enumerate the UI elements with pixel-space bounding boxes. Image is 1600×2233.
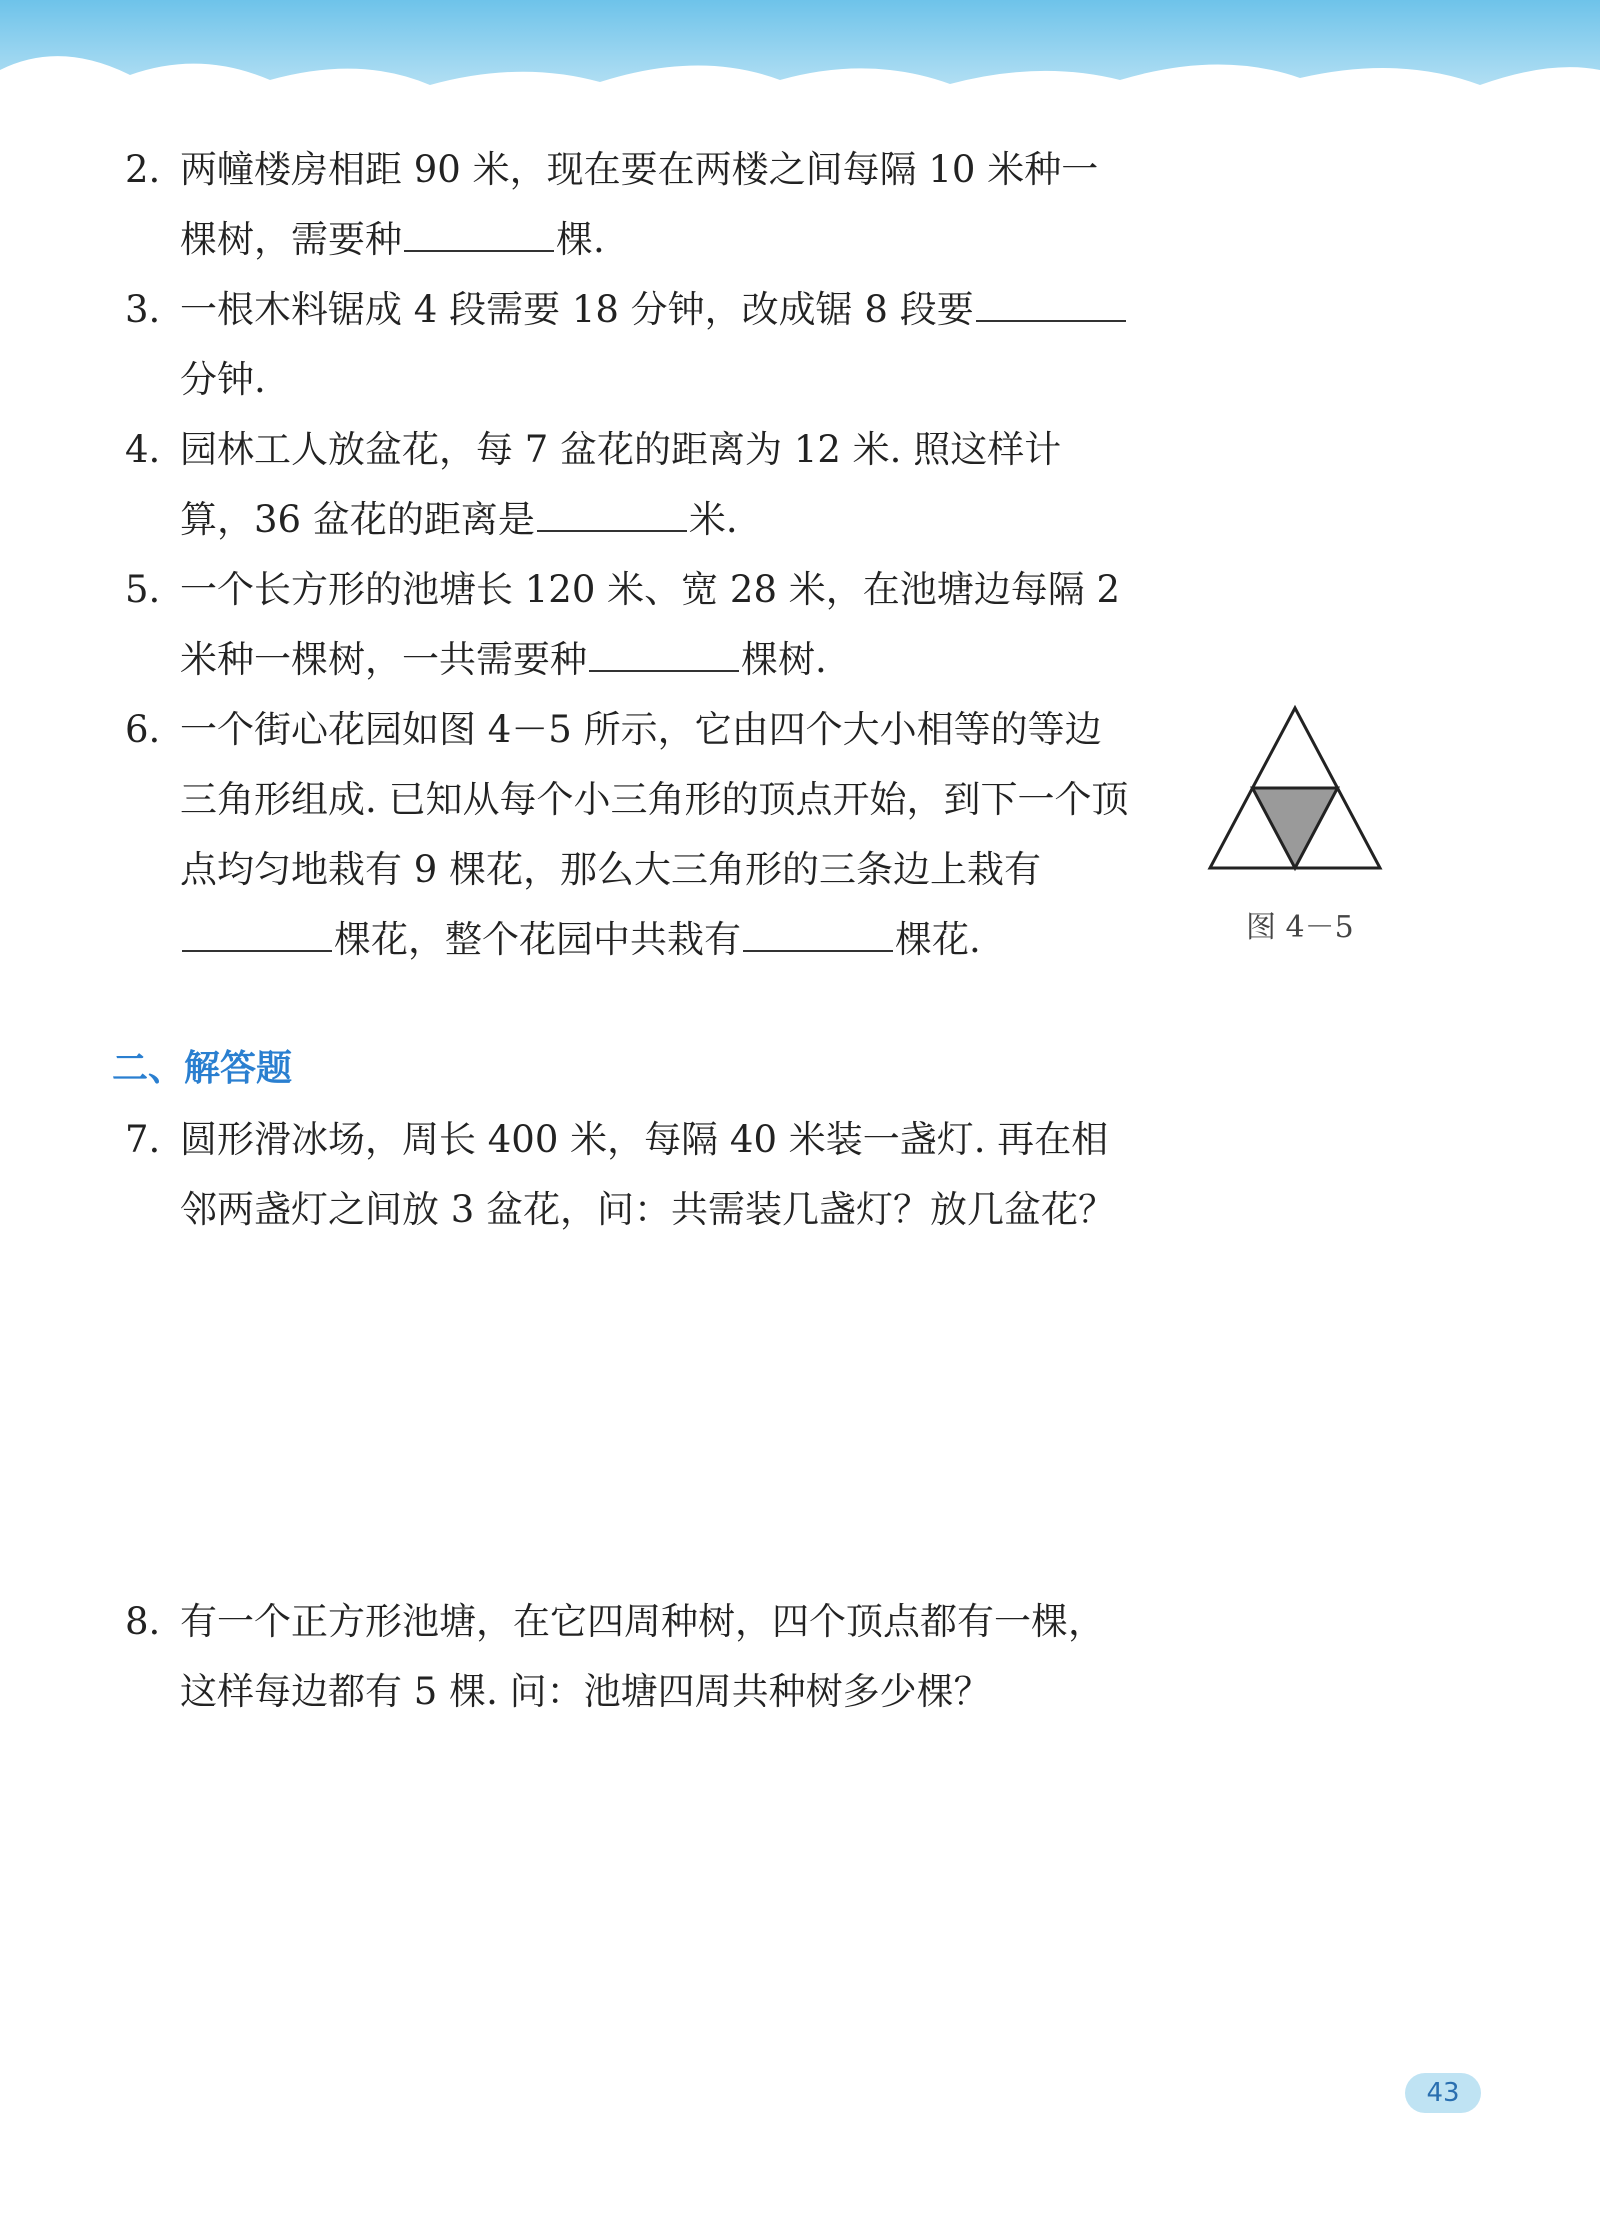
question-text-end: 棵.: [556, 218, 605, 261]
question-text: 圆形滑冰场，周长 400 米，每隔 40 米装一盏灯. 再在相邻两盏灯之间放 3 盆花，问：共需装几盏灯？放几盆花？: [180, 1118, 1116, 1231]
question-number: 4.: [125, 428, 161, 471]
question-text: 两幢楼房相距 90 米，现在要在两楼之间每隔 10 米种一棵树，需要种: [180, 148, 1099, 261]
question-text: 一个街心花园如图 4－5 所示，它由四个大小相等的等边三角形组成. 已知从每个小三角形的顶点开始，到下一个顶点均匀地栽有 9 棵花，那么大三角形的三条边上栽有: [180, 708, 1129, 891]
question-7: [125, 1105, 1135, 1245]
triangle-figure: [1205, 703, 1385, 873]
question-number: 7.: [125, 1118, 161, 1161]
question-number: 3.: [125, 288, 161, 331]
question-8: [125, 1587, 1135, 1727]
answer-blank[interactable]: [537, 500, 687, 532]
question-number: 2.: [125, 148, 161, 191]
question-text-end: 棵花.: [895, 918, 981, 961]
answer-blank[interactable]: [589, 640, 739, 672]
question-number: 5.: [125, 568, 161, 611]
question-3: [125, 275, 1135, 415]
question-text-mid: 棵花，整个花园中共栽有: [334, 918, 741, 961]
question-6: [125, 695, 1135, 975]
section-title: 二、解答题: [112, 1048, 293, 1089]
question-number: 8.: [125, 1600, 161, 1643]
question-text: 一根木料锯成 4 段需要 18 分钟，改成锯 8 段要: [180, 288, 974, 331]
page-number: 43: [1405, 2073, 1481, 2113]
figure-caption: 图 4－5: [1246, 910, 1354, 945]
question-text-end: 分钟.: [180, 358, 266, 401]
question-4: [125, 415, 1135, 555]
answer-blank[interactable]: [404, 220, 554, 252]
question-text-end: 棵树.: [741, 638, 827, 681]
question-text: 园林工人放盆花，每 7 盆花的距离为 12 米. 照这样计算，36 盆花的距离是: [180, 428, 1062, 541]
question-2: [125, 135, 1135, 275]
question-text-end: 米.: [688, 498, 738, 541]
answer-blank[interactable]: [976, 290, 1126, 322]
sky-cloud-banner: [0, 0, 1600, 120]
answer-blank[interactable]: [743, 920, 893, 952]
question-text: 一个长方形的池塘长 120 米、宽 28 米，在池塘边每隔 2 米种一棵树，一共需要种: [180, 568, 1121, 681]
answer-blank[interactable]: [182, 920, 332, 952]
question-5: [125, 555, 1135, 695]
question-text: 有一个正方形池塘，在它四周种树，四个顶点都有一棵，这样每边都有 5 棵. 问：池塘四周共种树多少棵？: [180, 1600, 1105, 1713]
question-number: 6.: [125, 708, 161, 751]
center-shaded-triangle: [1253, 788, 1338, 868]
